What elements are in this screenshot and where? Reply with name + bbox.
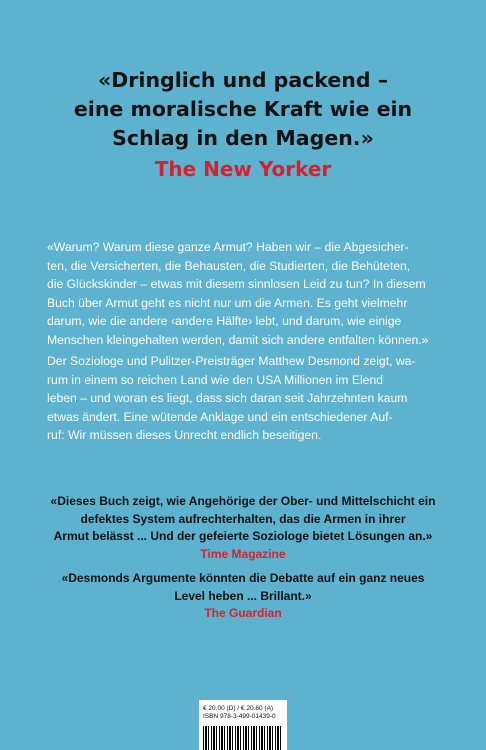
blurb-line: ten, die Versicherten, die Behausten, die Studierten, die Behüteten, — [47, 258, 411, 273]
headline-line: Schlag in den Magen.» — [112, 126, 374, 150]
price-block — [203, 705, 276, 721]
blurb-line: leben – und woran es liegt, dass sich daran seit Jahrzehnten kaum — [47, 391, 408, 406]
quote-line: defektes System aufrechterhalten, das die Armen in ihrer — [80, 511, 406, 526]
isbn-text: ISBN 978-3-499-01439-0 — [203, 713, 276, 720]
quote-source: Time Magazine — [200, 546, 286, 561]
barcode-bars — [203, 726, 283, 750]
quote-source: The Guardian — [204, 606, 282, 620]
review-quote-guardian — [0, 570, 486, 623]
headline-quote — [0, 66, 486, 153]
blurb-paragraph-2 — [47, 352, 445, 445]
blurb-line: die Glückskinder – etwas mit diesem sinnlosen Leid zu tun? In diesem — [47, 277, 426, 292]
blurb-paragraph-1 — [47, 238, 445, 350]
blurb-line: Buch über Armut geht es nicht nur um die Armen. Es geht vielmehr — [47, 295, 408, 310]
blurb-line: «Warum? Warum diese ganze Armut? Haben wir – die Abgesicher- — [47, 240, 409, 254]
quote-line: «Dieses Buch zeigt, wie Angehörige der Ober- und Mittelschicht ein — [50, 494, 436, 508]
blurb-line: etwas ändert. Eine wütende Anklage und ein entschiedener Auf- — [47, 409, 393, 424]
quote-line: Level heben ... Brillant.» — [174, 588, 312, 603]
blurb-line: darum, wie die andere ‹andere Hälfte› lebt, und darum, wie einige — [47, 314, 402, 329]
blurb-line: Der Soziologe und Pulitzer-Preisträger Matthew Desmond zeigt, wa- — [47, 354, 416, 368]
blurb-line: ruf: Wir müssen dieses Unrecht endlich beseitigen. — [47, 428, 322, 443]
quote-line: «Desmonds Argumente könnten die Debatte auf ein ganz neues — [61, 571, 425, 585]
quote-line: Armut belässt ... Und der gefeierte Soziologe bietet Lösungen an.» — [53, 529, 433, 543]
blurb-line: Menschen kleingehalten werden, damit sich andere entfalten können.» — [47, 332, 429, 347]
headline-line: eine moralische Kraft wie ein — [73, 97, 413, 121]
blurb-line: rum in einem so reichen Land wie den USA Millionen im Elend — [47, 372, 384, 387]
review-quote-time — [0, 493, 486, 563]
headline-line: «Dringlich und packend – — [98, 68, 388, 92]
price-text: € 20.00 (D) / € 20.60 (A) — [203, 705, 274, 712]
headline-source: The New Yorker — [154, 157, 332, 181]
